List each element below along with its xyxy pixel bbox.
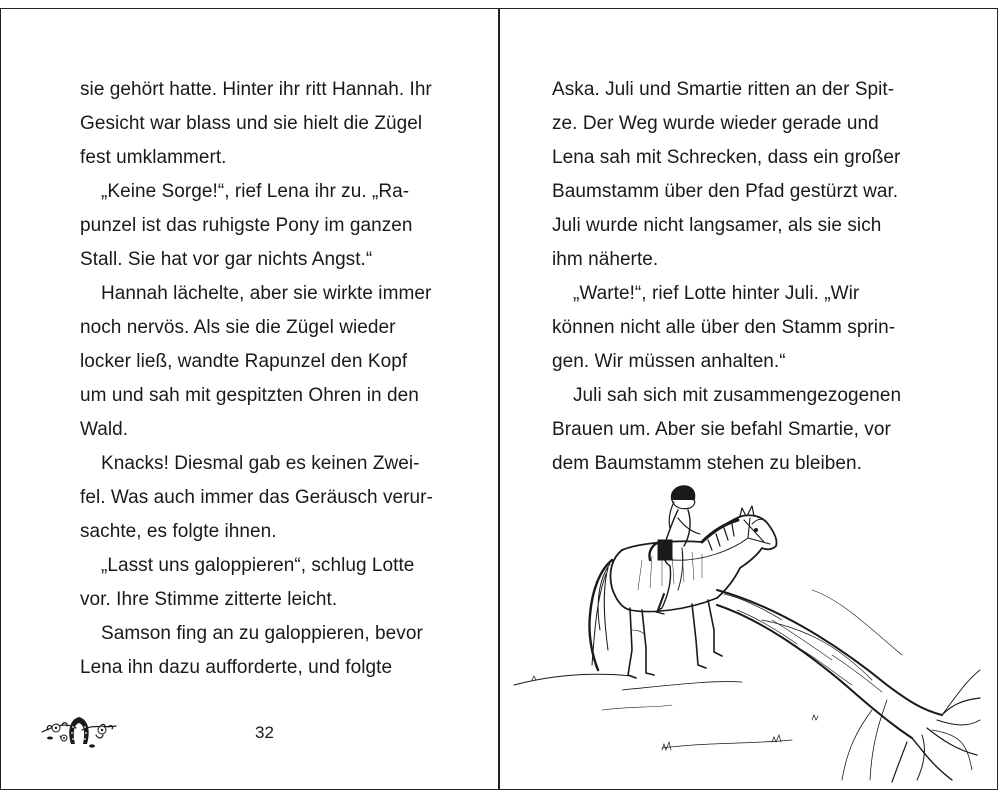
text-line: Baumstamm über den Pfad gestürzt war. [552, 181, 899, 202]
page-gutter-line [498, 8, 500, 790]
text-line: Hannah lächelte, aber sie wirkte immer [101, 283, 432, 304]
text-line: Brauen um. Aber sie befahl Smartie, vor [552, 419, 891, 440]
text-line: Lena sah mit Schrecken, dass ein großer [552, 147, 901, 168]
left-page [80, 0, 460, 800]
text-line: noch nervös. Als sie die Zügel wieder [80, 317, 396, 338]
text-line: Juli wurde nicht langsamer, als sie sich [552, 215, 882, 236]
text-line: sachte, es folgte ihnen. [80, 521, 277, 542]
text-line: Juli sah sich mit zusammengezogenen [573, 385, 902, 406]
text-line: Stall. Sie hat vor gar nichts Angst.“ [80, 249, 373, 270]
girl-on-pony-fallen-tree-illustration [512, 480, 982, 785]
text-line: vor. Ihre Stimme zitterte leicht. [80, 589, 338, 610]
text-line: können nicht alle über den Stamm sprin- [552, 317, 896, 338]
text-line: „Lasst uns galoppieren“, schlug Lotte [101, 555, 415, 576]
page-number: 32 [255, 723, 274, 742]
text-line: sie gehört hatte. Hinter ihr ritt Hannah. Ihr [80, 79, 432, 100]
text-line: Samson fing an zu galoppieren, bevor [101, 623, 423, 644]
text-line: gen. Wir müssen anhalten.“ [552, 351, 786, 372]
text-line: punzel ist das ruhigste Pony im ganzen [80, 215, 413, 236]
text-line: „Keine Sorge!“, rief Lena ihr zu. „Ra- [101, 181, 410, 202]
horseshoe-flower-icon [40, 708, 118, 754]
text-line: ihm näherte. [552, 249, 659, 270]
text-line: fel. Was auch immer das Geräusch verur- [80, 487, 433, 508]
text-line: Aska. Juli und Smartie ritten an der Spit- [552, 79, 895, 100]
text-line: Wald. [80, 419, 129, 440]
text-line: ze. Der Weg wurde wieder gerade und [552, 113, 879, 134]
text-line: locker ließ, wandte Rapunzel den Kopf [80, 351, 408, 372]
text-line: Gesicht war blass und sie hielt die Zügel [80, 113, 423, 134]
text-line: Knacks! Diesmal gab es keinen Zwei- [101, 453, 420, 474]
text-line: „Warte!“, rief Lotte hinter Juli. „Wir [573, 283, 860, 304]
text-line: dem Baumstamm stehen zu bleiben. [552, 453, 862, 474]
text-line: Lena ihn dazu aufforderte, und folgte [80, 657, 393, 678]
text-line: um und sah mit gespitzten Ohren in den [80, 385, 419, 406]
text-line: fest umklammert. [80, 147, 227, 168]
